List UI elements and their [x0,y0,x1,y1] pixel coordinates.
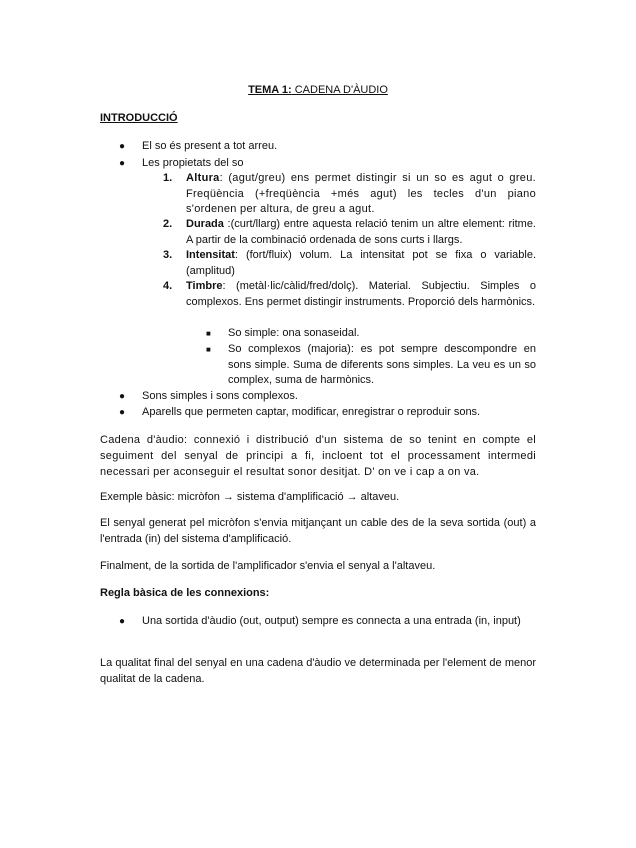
list-number: 4. [163,280,173,292]
bullet-item: Sons simples i sons complexos. [142,390,298,402]
property-altura [186,171,536,218]
property-text: : (metàl·lic/càlid/fred/dolç). Material. Subjectiu. Simples o complexos. Ens permet distingir instruments. Proporció dels harmònics. [186,280,536,308]
regla-heading: Regla bàsica de les connexions: [100,587,270,599]
page-title [0,83,636,99]
paragraph-cadena: Cadena d'àudio: connexió i distribució d'un sistema de so tenint en compte el seguiment del senyal de principi a fi, incloent tot el processament intermedi necessari per aconseguir el resultat sonor desitjat. D' on ve i cap a on va. [100,434,536,478]
square-bullet-icon: ■ [206,329,211,338]
sub-bullet-item: So complexos (majoria): es pot sempre descompondre en sons simple. Suma de diferents sons simples. La veu es un so complex, suma de harmònics. [228,343,536,386]
bullet-item: El so és present a tot arreu. [142,140,278,152]
bullet-dot-icon: ● [119,407,126,418]
bullet-dot-icon: ● [119,158,126,169]
property-durada [186,217,536,248]
list-number: 2. [163,218,173,230]
list-number: 3. [163,249,173,261]
paragraph-exemple: Exemple bàsic: micròfon → sistema d'amplificació → altaveu. [100,491,400,503]
intro-heading: INTRODUCCIÓ [100,112,178,124]
sub-bullet-item: So simple: ona sonaseidal. [228,327,360,339]
bullet-item: Les propietats del so [142,157,244,169]
property-text: :(curt/llarg) entre aquesta relació tenim un altre element: ritme. A partir de la combinació ordenada de sons curts i llargs. [186,218,536,246]
property-term: Timbre [186,280,223,292]
property-text: : (agut/greu) ens permet distingir si un so es agut o greu. Freqüència (+freqüència +més agut) les tecles d'un piano s'ordenen per altura, de greu a agut. [186,172,536,215]
list-number: 1. [163,172,173,184]
property-term: Durada [186,218,224,230]
paragraph-senyal: El senyal generat pel micròfon s'envia mitjançant un cable des de la seva sortida (out) a l'entrada (in) del sistema d'amplificació. [100,517,536,545]
square-bullet-icon: ■ [206,345,211,354]
bullet-dot-icon: ● [119,141,126,152]
property-term: Altura [186,172,220,184]
property-text: : (fort/fluix) volum. La intensitat pot se fixa o variable. (amplitud) [186,249,536,277]
title-rest: CADENA D'ÀUDIO [291,84,388,96]
property-intensitat [186,248,536,279]
title-bold: TEMA 1: [248,84,292,96]
bullet-item: Aparells que permeten captar, modificar, enregistrar o reproduir sons. [142,406,481,418]
property-term: Intensitat [186,249,235,261]
bullet-dot-icon: ● [119,616,126,627]
bullet-dot-icon: ● [119,391,126,402]
paragraph-finalment: Finalment, de la sortida de l'amplificador s'envia el senyal a l'altaveu. [100,560,436,572]
paragraph-qualitat: La qualitat final del senyal en una cadena d'àudio ve determinada per l'element de menor qualitat de la cadena. [100,657,536,685]
property-timbre [186,279,536,310]
bullet-item: Una sortida d'àudio (out, output) sempre es connecta a una entrada (in, input) [142,615,521,627]
